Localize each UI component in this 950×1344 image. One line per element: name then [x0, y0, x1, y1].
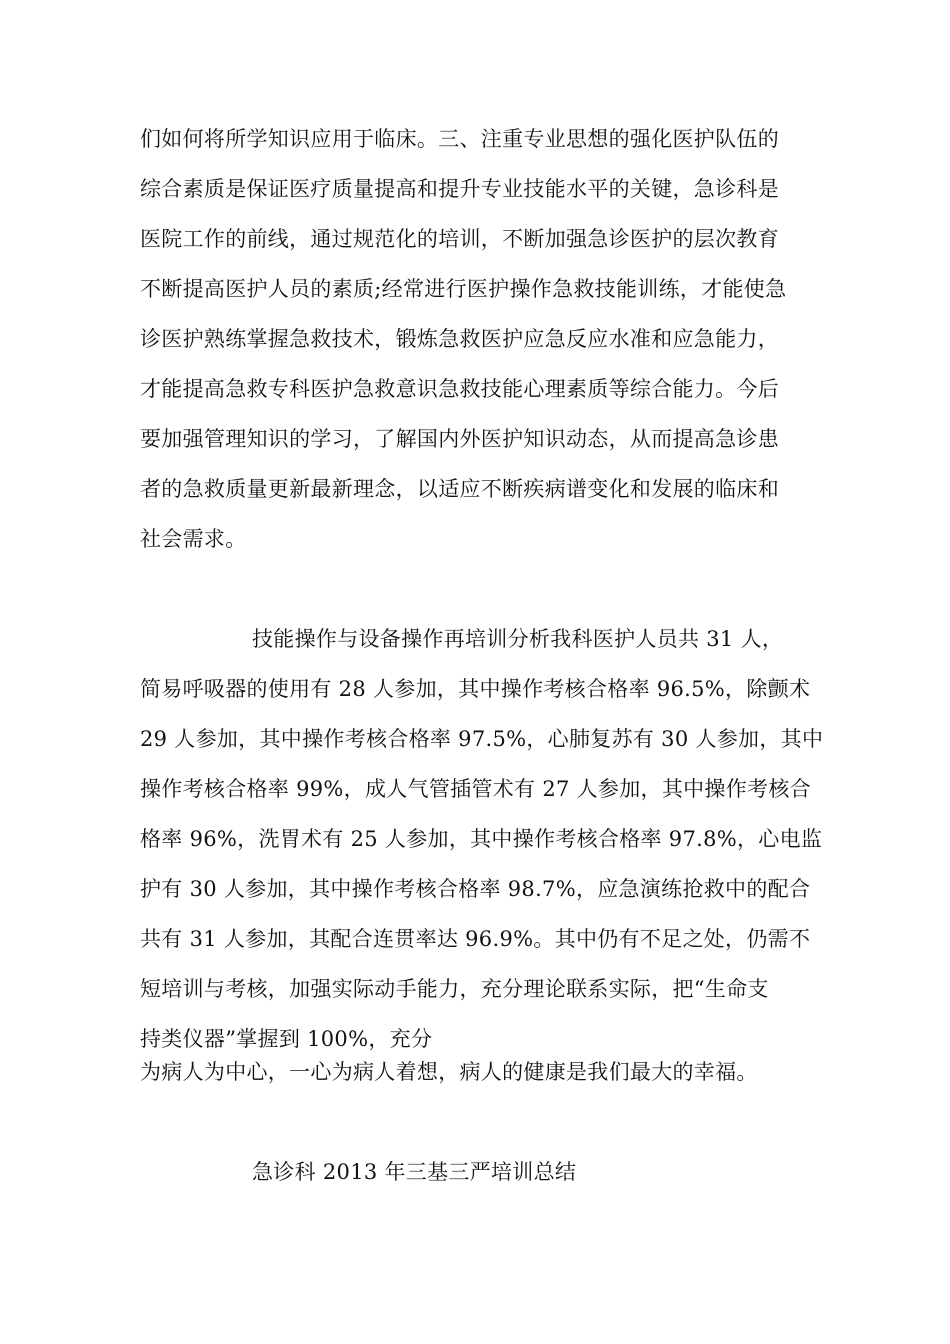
paragraph-2-line-6: 护有 30 人参加，其中操作考核合格率 98.7%，应急演练抢救中的配合 — [140, 877, 811, 901]
paragraph-1-line-9: 社会需求。 — [140, 527, 247, 551]
paragraph-1-line-3: 医院工作的前线，通过规范化的培训，不断加强急诊医护的层次教育 — [140, 227, 779, 251]
paragraph-2-line-8: 短培训与考核，加强实际动手能力，充分理论联系实际，把“生命支 — [140, 977, 769, 1001]
paragraph-2-line-9: 持类仪器”掌握到 100%，充分 — [140, 1027, 433, 1051]
paragraph-2-line-2: 简易呼吸器的使用有 28 人参加，其中操作考核合格率 96.5%，除颤术 — [140, 677, 811, 701]
paragraph-1-line-1: 们如何将所学知识应用于临床。三、注重专业思想的强化医护队伍的 — [140, 127, 779, 151]
section-heading: 急诊科 2013 年三基三严培训总结 — [252, 1160, 577, 1184]
paragraph-2-line-5: 格率 96%，洗胃术有 25 人参加，其中操作考核合格率 97.8%，心电监 — [140, 827, 823, 851]
paragraph-2-line-4: 操作考核合格率 99%，成人气管插管术有 27 人参加，其中操作考核合 — [140, 777, 811, 801]
paragraph-1-line-6: 才能提高急救专科医护急救意识急救技能心理素质等综合能力。今后 — [140, 377, 779, 401]
paragraph-2-line-1: 技能操作与设备操作再培训分析我科医护人员共 31 人， — [252, 627, 784, 651]
paragraph-1-line-5: 诊医护熟练掌握急救技术，锻炼急救医护应急反应水准和应急能力， — [140, 327, 779, 351]
paragraph-1-line-2: 综合素质是保证医疗质量提高和提升专业技能水平的关键，急诊科是 — [140, 177, 779, 201]
paragraph-1-line-4: 不断提高医护人员的素质;经常进行医护操作急救技能训练，才能使急 — [140, 277, 787, 301]
paragraph-1-line-7: 要加强管理知识的学习，了解国内外医护知识动态，从而提高急诊患 — [140, 427, 779, 451]
paragraph-2-line-7: 共有 31 人参加，其配合连贯率达 96.9%。其中仍有不足之处，仍需不 — [140, 927, 811, 951]
paragraph-1-line-8: 者的急救质量更新最新理念，以适应不断疾病谱变化和发展的临床和 — [140, 477, 779, 501]
paragraph-2-line-10: 为病人为中心，一心为病人着想，病人的健康是我们最大的幸福。 — [140, 1060, 758, 1084]
paragraph-2-line-3: 29 人参加，其中操作考核合格率 97.5%，心肺复苏有 30 人参加，其中 — [140, 727, 824, 751]
